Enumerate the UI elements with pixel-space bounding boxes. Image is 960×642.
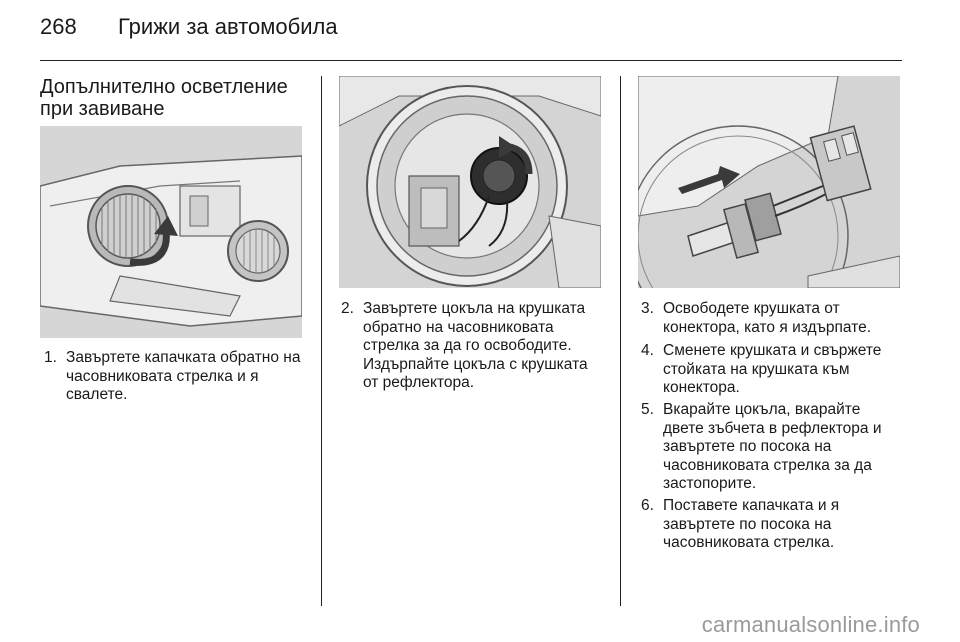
page-title: Грижи за автомобила bbox=[118, 14, 338, 39]
column-divider-2 bbox=[620, 76, 621, 606]
header-rule bbox=[40, 60, 902, 61]
bulb-socket-rotate-illustration bbox=[339, 76, 601, 288]
step-5 bbox=[641, 401, 903, 495]
step-text: Сменете крушката и свържете стойката на крушката към конектора. bbox=[663, 342, 882, 396]
column-divider-1 bbox=[321, 76, 322, 606]
section-title bbox=[40, 76, 302, 120]
section-title-line1: Допълнително осветление bbox=[40, 76, 288, 98]
page-number: 268 bbox=[40, 14, 77, 39]
step-number: 2. bbox=[341, 300, 354, 317]
step-text: Завъртете цокъла на крушката обратно на часовниковата стрелка за да го освободите. Издърпайте цокъла с крушката от рефлектора. bbox=[363, 300, 588, 391]
step-3 bbox=[641, 300, 903, 338]
section-title-line2: при завиване bbox=[40, 98, 165, 120]
step-text: Завъртете капачката обратно на часовниковата стрелка и я свалете. bbox=[66, 349, 301, 403]
headlamp-cap-rotate-illustration bbox=[40, 126, 302, 338]
step-number: 1. bbox=[44, 349, 57, 366]
step-4 bbox=[641, 342, 903, 398]
step-number: 3. bbox=[641, 300, 654, 317]
step-text: Освободете крушката от конектора, като я издърпате. bbox=[663, 300, 872, 336]
step-number: 4. bbox=[641, 342, 654, 359]
bulb-removal-illustration bbox=[638, 76, 900, 288]
step-number: 6. bbox=[641, 497, 654, 514]
watermark: carmanualsonline.info bbox=[701, 612, 920, 637]
step-1 bbox=[44, 349, 302, 409]
step-2 bbox=[341, 300, 603, 396]
step-text: Поставете капачката и я завъртете по посока на часовниковата стрелка. bbox=[663, 497, 840, 551]
step-number: 5. bbox=[641, 401, 654, 418]
step-6 bbox=[641, 497, 903, 553]
step-text: Вкарайте цокъла, вкарайте двете зъбчета в рефлектора и завъртете по посока на часовниковата стрелка за да застопорите. bbox=[663, 401, 882, 492]
